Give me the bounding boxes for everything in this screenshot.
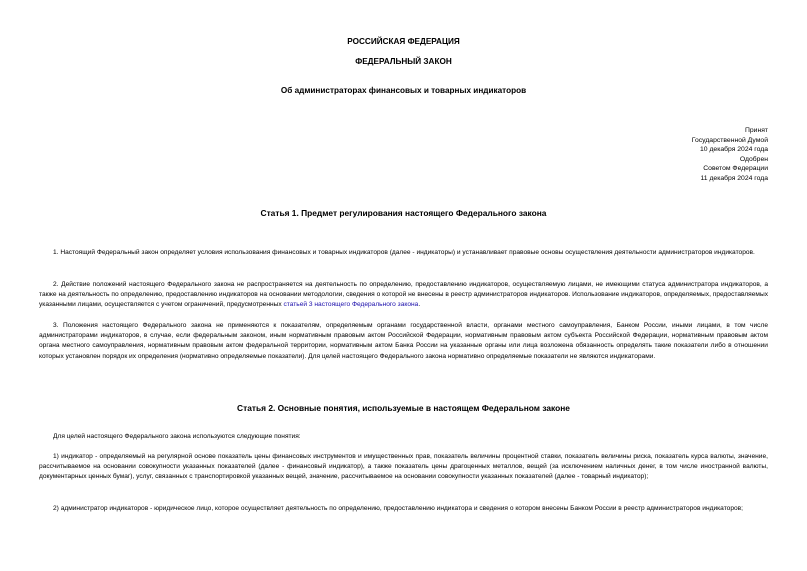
article-1-heading: Статья 1. Предмет регулирования настоящего Федерального закона (260, 208, 547, 218)
article-1-paragraph-1: 1. Настоящий Федеральный закон определяет условия использования финансовых и товарных индикаторов (далее - индикаторы) и устанавливает правовые основы осуществления деятельности администраторов индикаторов. (53, 249, 755, 256)
article-2-item-1: 1) индикатор - определяемый на регулярной основе показатель цены финансовых инструментов и имущественных прав, показатель величины процентной ставки, показатель величины риска, показатель курса валюты, значение, рассчитываемое на основании совокупности указанных показателей (далее - финансовый индикатор), а также показатель цены драгоценных металлов, вещей (за исключением наличных денег, в том числе иностранной валюты, документарных ценных бумаг), услуг, связанных с транспортировкой указанных вещей, значение, рассчитываемое на основании совокупности указанных показателей (далее - товарный индикатор); (39, 453, 768, 481)
law-title: Об администраторах финансовых и товарных индикаторов (280, 86, 527, 95)
article-1-paragraph-2 (39, 280, 768, 311)
article-2-heading: Статья 2. Основные понятия, используемые в настоящем Федеральном законе (237, 403, 570, 413)
article-2-intro: Для целей настоящего Федерального закона используются следующие понятия: (53, 433, 301, 440)
approved-date: 11 декабря 2024 года (700, 174, 768, 182)
approved-by: Советом Федерации (703, 165, 768, 172)
article-3-link[interactable]: статьей 3 настоящего Федерального закона (283, 301, 419, 309)
article-2-item-2: 2) администратор индикаторов - юридическое лицо, которое осуществляет деятельность по определению, предоставлению индикатора и сведения о котором внесены Банком России в реестр администраторов индикаторов; (53, 505, 743, 512)
approved-label: Одобрен (739, 155, 768, 163)
country-title: РОССИЙСКАЯ ФЕДЕРАЦИЯ (347, 37, 460, 46)
adopted-by: Государственной Думой (691, 136, 768, 144)
paragraph-text: . (418, 301, 421, 309)
article-1-paragraph-3: 3. Положения настоящего Федерального закона не применяются к показателям, определяемым органами государственной власти, органами местного самоуправления, Банком России, иными лицами, в том числе администраторами индикаторов, в случае, если федеральным законом, иным нормативным правовым актом Российской Федерации, нормативным правовым актом субъекта Российской Федерации, нормативным правовым актом органа местного самоуправления, нормативным правовым актом федеральной территории, нормативным актом Банка России на указанные органы или лица возложена обязанность определять такие показатели либо в отношении которых установлен порядок их определения (нормативно определяемые показатели). Для целей настоящего Федерального закона нормативно определяемые показатели не являются индикаторами. (39, 322, 768, 360)
adoption-block (692, 126, 768, 183)
adopted-label: Принят (744, 127, 768, 134)
adopted-date: 10 декабря 2024 года (700, 146, 768, 153)
paragraph-text: 2. Действие положений настоящего Федерального закона не распространяется на деятельность по определению, предоставлению индикаторов, осуществляемую лицами, не имеющими статуса администратора индикаторов, а также на деятельность по определению, предоставлению индикаторов на основании методологии, сведения о которой не внесены в реестр администраторов индикаторов. Использование индикаторов, определяемых, предоставляемых указанными лицами, осуществляется с учетом ограничений, предусмотренных (39, 281, 768, 309)
law-type-title: ФЕДЕРАЛЬНЫЙ ЗАКОН (355, 57, 452, 66)
